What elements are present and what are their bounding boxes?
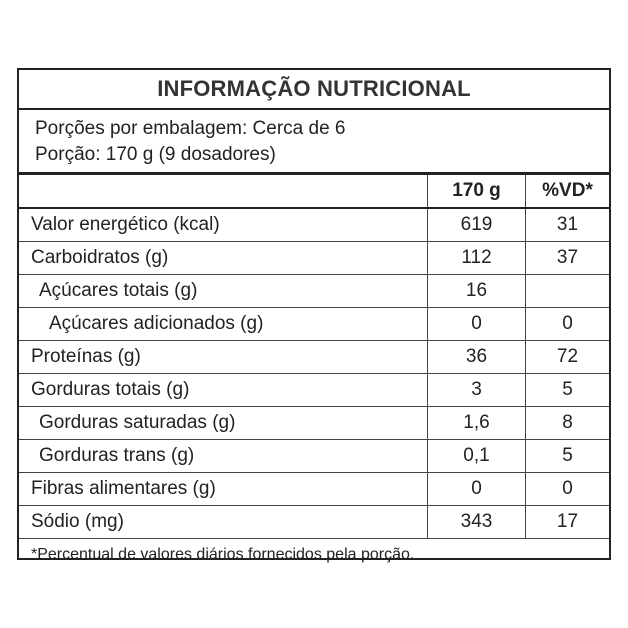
nutrient-daily-value: 37 bbox=[526, 242, 610, 275]
header-label-cell bbox=[19, 175, 428, 208]
portion-size: Porção: 170 g (9 dosadores) bbox=[35, 144, 276, 165]
table-row bbox=[19, 440, 609, 473]
nutrient-daily-value: 17 bbox=[526, 506, 610, 539]
table-row bbox=[19, 208, 609, 242]
nutrient-quantity: 3 bbox=[428, 374, 526, 407]
nutrient-label: Valor energético (kcal) bbox=[19, 208, 428, 242]
portions-per-package: Porções por embalagem: Cerca de 6 bbox=[35, 118, 346, 139]
table-row bbox=[19, 506, 609, 539]
nutrient-label: Fibras alimentares (g) bbox=[19, 473, 428, 506]
nutrient-daily-value: 5 bbox=[526, 440, 610, 473]
footnote: *Percentual de valores diários fornecidos pela porção. bbox=[31, 546, 415, 563]
nutrient-quantity: 1,6 bbox=[428, 407, 526, 440]
nutrient-quantity: 36 bbox=[428, 341, 526, 374]
nutrition-table bbox=[19, 175, 609, 539]
table-row bbox=[19, 308, 609, 341]
nutrient-label: Carboidratos (g) bbox=[19, 242, 428, 275]
header-daily-value: %VD* bbox=[526, 175, 610, 208]
table-row bbox=[19, 242, 609, 275]
nutrient-quantity: 343 bbox=[428, 506, 526, 539]
table-row bbox=[19, 275, 609, 308]
nutrient-daily-value: 72 bbox=[526, 341, 610, 374]
nutrient-daily-value: 0 bbox=[526, 308, 610, 341]
header-quantity: 170 g bbox=[428, 175, 526, 208]
table-row bbox=[19, 407, 609, 440]
portion-info bbox=[19, 110, 609, 172]
nutrient-daily-value: 31 bbox=[526, 208, 610, 242]
nutrient-label: Proteínas (g) bbox=[19, 341, 428, 374]
nutrient-label: Gorduras trans (g) bbox=[19, 440, 428, 473]
nutrient-daily-value bbox=[526, 275, 610, 308]
nutrient-quantity: 0 bbox=[428, 473, 526, 506]
nutrient-quantity: 0,1 bbox=[428, 440, 526, 473]
nutrition-facts-panel bbox=[17, 68, 611, 563]
nutrition-title: INFORMAÇÃO NUTRICIONAL bbox=[19, 70, 609, 110]
nutrient-quantity: 619 bbox=[428, 208, 526, 242]
nutrient-label: Açúcares adicionados (g) bbox=[19, 308, 428, 341]
nutrient-quantity: 112 bbox=[428, 242, 526, 275]
table-row bbox=[19, 341, 609, 374]
nutrient-quantity: 16 bbox=[428, 275, 526, 308]
nutrient-label: Gorduras totais (g) bbox=[19, 374, 428, 407]
nutrient-daily-value: 8 bbox=[526, 407, 610, 440]
nutrient-daily-value: 0 bbox=[526, 473, 610, 506]
nutrient-daily-value: 5 bbox=[526, 374, 610, 407]
nutrient-quantity: 0 bbox=[428, 308, 526, 341]
table-header-row bbox=[19, 175, 609, 208]
table-row bbox=[19, 473, 609, 506]
nutrient-label: Açúcares totais (g) bbox=[19, 275, 428, 308]
table-row bbox=[19, 374, 609, 407]
nutrient-label: Sódio (mg) bbox=[19, 506, 428, 539]
nutrient-label: Gorduras saturadas (g) bbox=[19, 407, 428, 440]
